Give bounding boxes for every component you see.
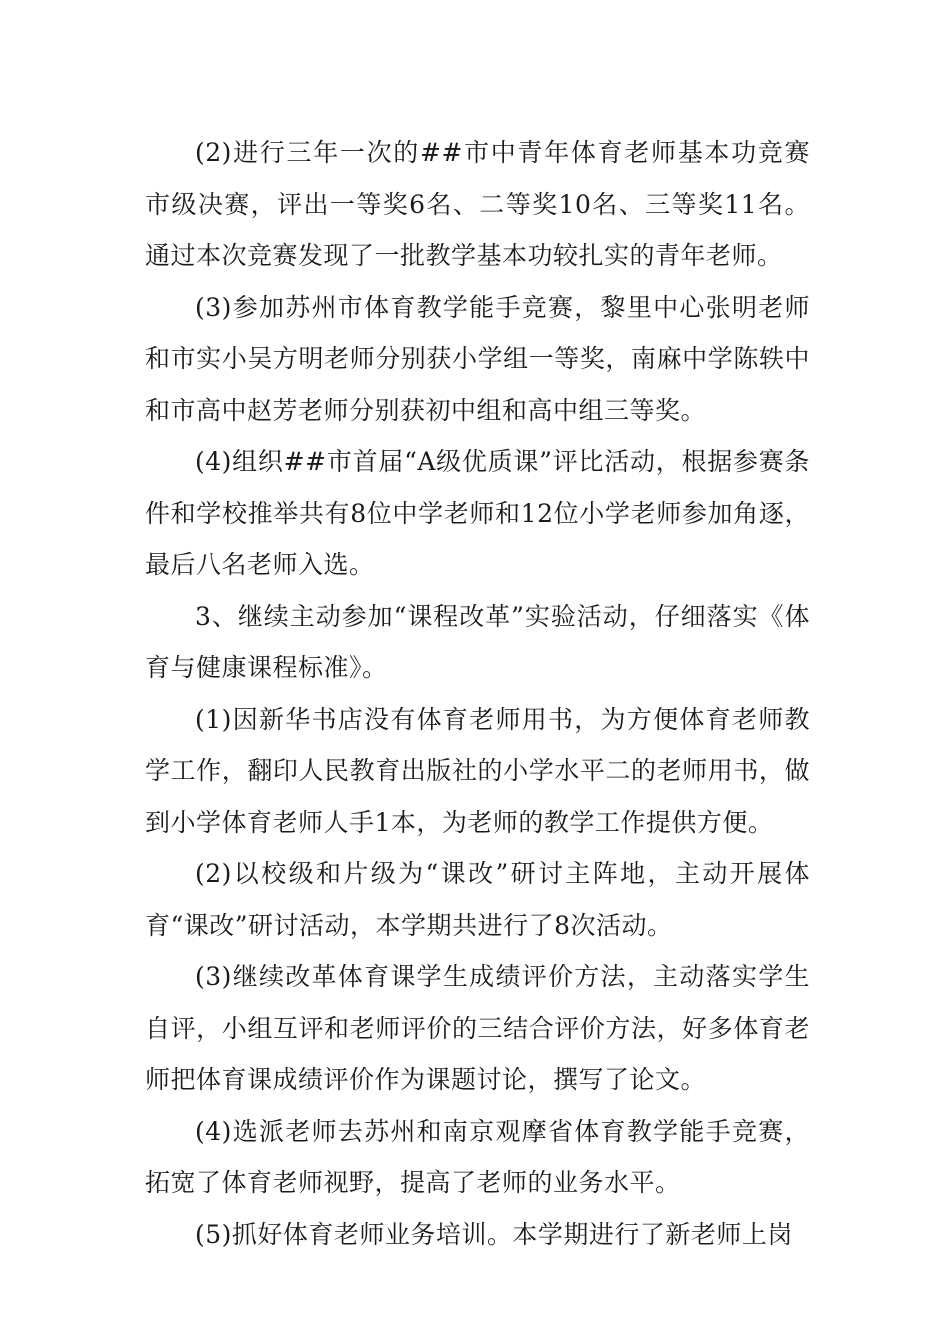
- paragraph-item-3-suzhou-contest: (3)参加苏州市体育教学能手竞赛，黎里中心张明老师和市实小吴方明老师分别获小学组一等奖，南麻中学陈轶中和市高中赵芳老师分别获初中组和高中组三等奖。: [145, 292, 810, 425]
- paragraph-item-2-competition-final: (2)进行三年一次的##市中青年体育老师基本功竞赛市级决赛，评出一等奖6名、二等奖10名、三等奖11名。通过本次竞赛发现了一批教学基本功较扎实的青年老师。: [145, 138, 810, 270]
- paragraph-item-3-evaluation-methods: (3)继续改革体育课学生成绩评价方法，主动落实学生自评，小组互评和老师评价的三结合评价方法，好多体育老师把体育课成绩评价作为课题讨论，撰写了论文。: [145, 962, 810, 1094]
- paragraph-item-2-reform-seminars: (2)以校级和片级为“课改”研讨主阵地，主动开展体育“课改”研讨活动，本学期共进行了8次活动。: [145, 859, 810, 940]
- paragraph-item-5-teacher-training: (5)抓好体育老师业务培训。本学期进行了新老师上岗: [195, 1219, 793, 1249]
- paragraph-item-1-teacher-books: (1)因新华书店没有体育老师用书，为方便体育老师教学工作，翻印人民教育出版社的小学水平二的老师用书，做到小学体育老师人手1本，为老师的教学工作提供方便。: [145, 704, 810, 837]
- paragraph-item-4-observation-trip: (4)选派老师去苏州和南京观摩省体育教学能手竞赛，拓宽了体育老师视野，提高了老师的业务水平。: [145, 1116, 810, 1197]
- paragraph-section-3-curriculum-reform: 3、继续主动参加“课程改革”实验活动，仔细落实《体育与健康课程标准》。: [145, 601, 810, 682]
- paragraph-item-4-quality-class: (4)组织##市首届“A级优质课”评比活动，根据参赛条件和学校推举共有8位中学老师和12位小学老师参加角逐，最后八名老师入选。: [145, 447, 810, 579]
- document-body: [145, 127, 810, 1260]
